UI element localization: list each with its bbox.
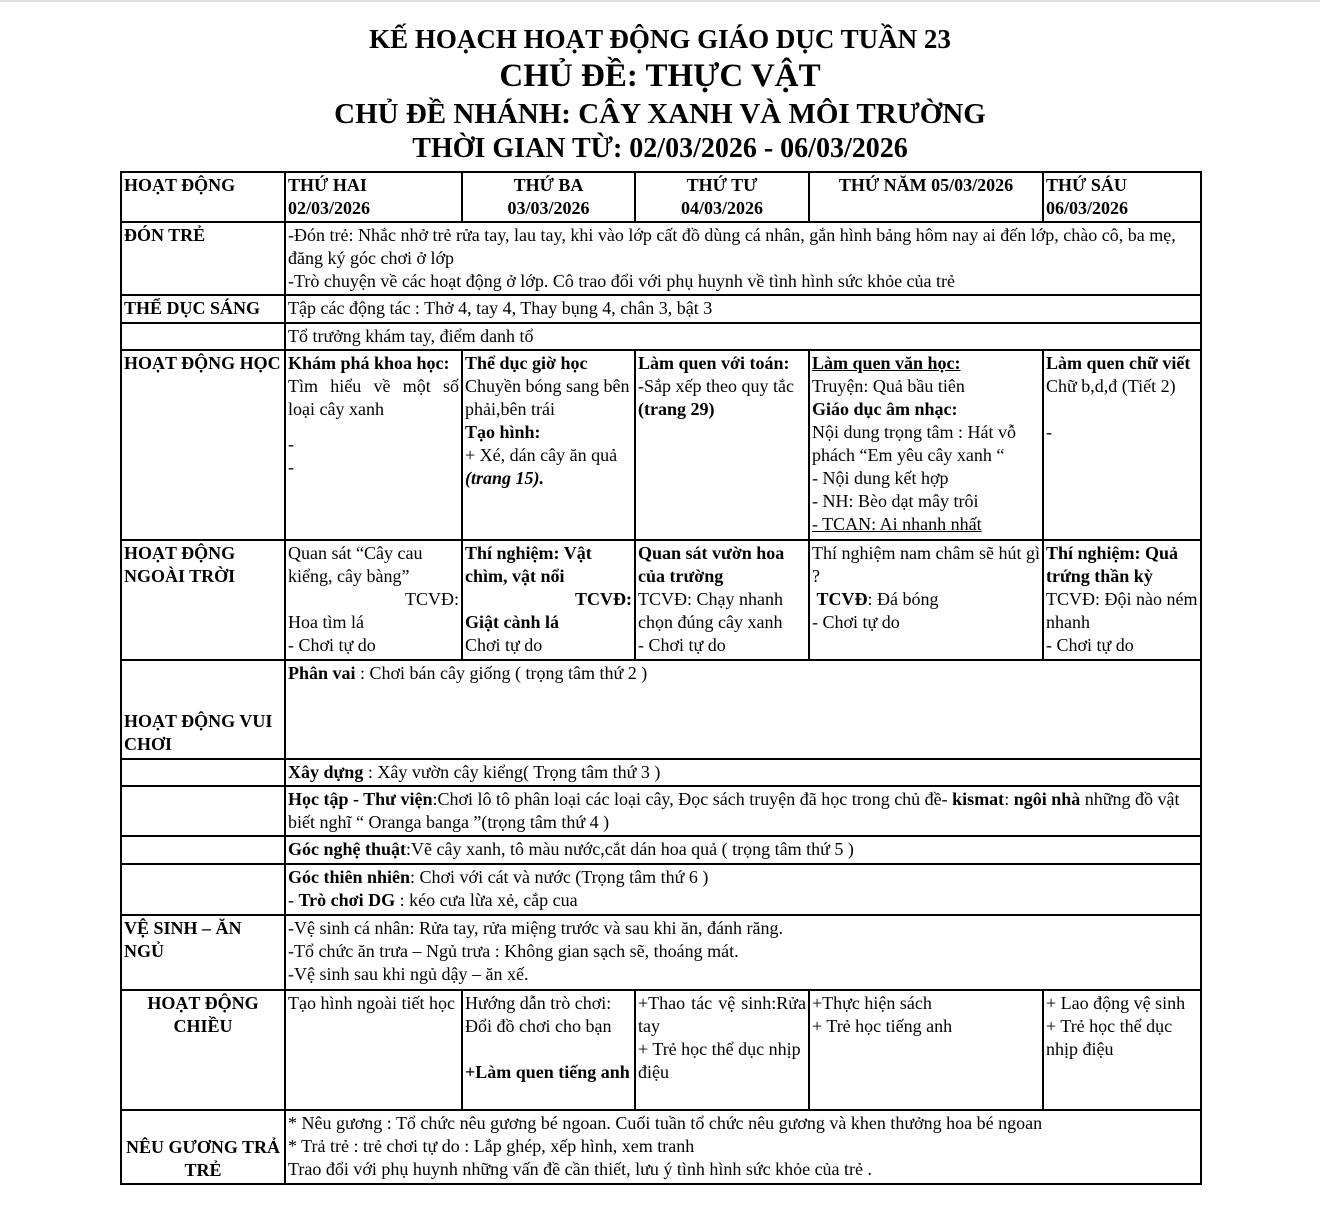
thien-nhien-text: : Chơi với cát và nước (Trọng tâm thứ 6 ) bbox=[410, 867, 709, 887]
ngoai-tuesday-tcvd: TCVĐ: bbox=[575, 589, 632, 609]
top-border bbox=[0, 0, 1320, 2]
header-activity: HOẠT ĐỘNG bbox=[121, 172, 285, 222]
dan-gian-line bbox=[288, 889, 1198, 912]
hoc-tap-text: :Chơi lô tô phân loại các loại cây, Đọc sách truyện đã học trong chủ đề- bbox=[432, 789, 953, 809]
weekly-plan-table bbox=[120, 171, 1202, 1185]
thien-nhien-label-empty bbox=[121, 864, 285, 915]
ngoai-thursday-game: : Đá bóng bbox=[867, 589, 939, 609]
ngoai-monday-line-1: Quan sát “Cây cau kiểng, cây bàng” bbox=[288, 543, 423, 586]
ngoai-friday-title: Thí nghiệm: Quả trứng thần kỳ bbox=[1046, 543, 1179, 586]
ngoai-friday-line-1: TCVĐ: Đội nào ném nhanh bbox=[1046, 589, 1198, 632]
hoc-thursday-item-2: - NH: Bèo dạt mây trôi bbox=[812, 491, 979, 511]
ve-sinh-line-3: -Vệ sinh sau khi ngủ dậy – ăn xế. bbox=[288, 964, 529, 984]
tuesday-date: 03/03/2026 bbox=[507, 198, 590, 218]
hoc-thursday-text: Truyện: Quả bầu tiên bbox=[812, 376, 965, 396]
header-monday bbox=[285, 172, 462, 222]
plan-title: KẾ HOẠCH HOẠT ĐỘNG GIÁO DỤC TUẦN 23 bbox=[369, 24, 951, 54]
hoc-thursday-title: Làm quen văn học: bbox=[812, 353, 961, 373]
thien-nhien-line bbox=[288, 866, 1198, 889]
ngoai-wednesday-line-1: TCVĐ: Chạy nhanh chọn đúng cây xanh bbox=[638, 589, 783, 632]
phan-vai-text: : Chơi bán cây giống ( trọng tâm thứ 2 ) bbox=[355, 663, 648, 683]
ngoai-wednesday-title: Quan sát vườn hoa của trường bbox=[638, 543, 785, 586]
monday-name: THỨ HAI bbox=[288, 175, 367, 195]
hoc-tuesday-page: (trang 15). bbox=[465, 468, 545, 488]
date-range-title: THỜI GIAN TỪ: 02/03/2026 - 06/03/2026 bbox=[412, 133, 908, 164]
xay-dung-label: Xây dựng bbox=[288, 762, 364, 782]
ngoai-tuesday-free: Chơi tự do bbox=[465, 635, 543, 655]
ve-sinh-row bbox=[121, 915, 1201, 990]
don-tre-line-1: -Đón trẻ: Nhắc nhở trẻ rửa tay, lau tay, khi vào lớp cất đồ dùng cá nhân, gắn hình bảng hôm nay ai đến lớp, chào cô, ba mẹ, đăng ký góc chơi ở lớp bbox=[288, 225, 1176, 268]
ngoai-tuesday-game: Giật cành lá bbox=[465, 612, 560, 632]
ve-sinh-line-2: -Tổ chức ăn trưa – Ngủ trưa : Không gian sạch sẽ, thoáng mát. bbox=[288, 941, 739, 961]
chieu-tuesday-line-1: Hướng dẫn trò chơi: Đổi đồ chơi cho bạn bbox=[465, 993, 612, 1036]
the-duc-label: THỂ DỤC SÁNG bbox=[121, 295, 285, 323]
vui-choi-row bbox=[121, 660, 1201, 759]
xay-dung-label-empty bbox=[121, 759, 285, 786]
to-truong-text: Tổ trưởng khám tay, điểm danh tổ bbox=[288, 326, 534, 346]
friday-date: 06/03/2026 bbox=[1046, 198, 1129, 218]
chieu-thursday bbox=[809, 990, 1043, 1110]
hoc-wednesday-text: -Sắp xếp theo quy tắc bbox=[638, 376, 794, 396]
chieu-thursday-line-1: +Thực hiện sách bbox=[812, 993, 932, 1013]
document-header bbox=[0, 22, 1320, 166]
hoc-monday-dash-2: - bbox=[288, 457, 294, 477]
ve-sinh-line-1: -Vệ sinh cá nhân: Rửa tay, rửa miệng trước và sau khi ăn, đánh răng. bbox=[288, 918, 783, 938]
chieu-friday-line-1: + Lao động vệ sinh bbox=[1046, 993, 1186, 1013]
hoc-thursday-item-1: - Nội dung kết hợp bbox=[812, 468, 949, 488]
hoc-wednesday-title: Làm quen với toán: bbox=[638, 353, 790, 373]
xay-dung-content bbox=[285, 759, 1201, 786]
hoc-tuesday-text-2: + Xé, dán cây ăn quả bbox=[465, 445, 618, 465]
ngoai-friday-free: - Chơi tự do bbox=[1046, 635, 1134, 655]
nghe-thuat-label-empty bbox=[121, 836, 285, 864]
the-duc-text: Tập các động tác : Thở 4, tay 4, Thay bụng 4, chân 3, bật 3 bbox=[288, 298, 713, 318]
ngoai-troi-row bbox=[121, 540, 1201, 660]
ngoai-wednesday-free: - Chơi tự do bbox=[638, 635, 726, 655]
hoc-friday bbox=[1043, 350, 1201, 540]
ngoi-nha-label: ngôi nhà bbox=[1013, 789, 1081, 809]
don-tre-row bbox=[121, 222, 1201, 295]
hoc-monday-text: Tìm hiểu về một số loại cây xanh bbox=[288, 376, 459, 419]
vui-choi-label: HOẠT ĐỘNG VUI CHƠI bbox=[121, 660, 285, 759]
chieu-wednesday-line-1: +Thao tác vệ sinh:Rửa tay bbox=[638, 993, 806, 1036]
thien-nhien-row bbox=[121, 864, 1201, 915]
hoc-monday-dash-1: - bbox=[288, 434, 294, 454]
header-row bbox=[121, 172, 1201, 222]
wednesday-date: 04/03/2026 bbox=[680, 198, 763, 218]
chieu-friday bbox=[1043, 990, 1201, 1110]
the-duc-row bbox=[121, 295, 1201, 323]
thursday-name: THỨ NĂM 05/03/2026 bbox=[838, 175, 1014, 195]
chieu-friday-line-2: + Trẻ học thể dục nhịp điệu bbox=[1046, 1016, 1173, 1059]
kismat-label: kismat bbox=[952, 789, 1005, 809]
hoat-dong-hoc-label: HOẠT ĐỘNG HỌC bbox=[121, 350, 285, 540]
hoc-tuesday-title-2: Tạo hình: bbox=[465, 422, 541, 442]
dan-gian-text: : kéo cưa lừa xẻ, cắp cua bbox=[395, 890, 578, 910]
nghe-thuat-row bbox=[121, 836, 1201, 864]
neu-guong-line-2: * Trả trẻ : trẻ chơi tự do : Lắp ghép, xếp hình, xem tranh bbox=[288, 1136, 695, 1156]
xay-dung-row bbox=[121, 759, 1201, 786]
to-truong-content bbox=[285, 323, 1201, 350]
ngoai-tuesday bbox=[462, 540, 635, 660]
chieu-row bbox=[121, 990, 1201, 1110]
ve-sinh-label: VỆ SINH – ĂN NGỦ bbox=[121, 915, 285, 990]
neu-guong-content bbox=[285, 1110, 1201, 1184]
subtheme-title: CHỦ ĐỀ NHÁNH: CÂY XANH VÀ MÔI TRƯỜNG bbox=[334, 98, 986, 130]
to-truong-row bbox=[121, 323, 1201, 350]
ngoai-thursday-tcvd-line bbox=[812, 588, 1040, 611]
dan-gian-label: Trò chơi DG bbox=[298, 890, 396, 910]
hoat-dong-hoc-row bbox=[121, 350, 1201, 540]
don-tre-label: ĐÓN TRẺ bbox=[121, 222, 285, 295]
hoc-thursday-text-2: Nội dung trọng tâm : Hát vỗ phách “Em yêu cây xanh “ bbox=[812, 422, 1016, 465]
ngoai-thursday-free: - Chơi tự do bbox=[812, 612, 900, 632]
hoc-wednesday bbox=[635, 350, 809, 540]
monday-date: 02/03/2026 bbox=[288, 198, 371, 218]
ngoai-monday bbox=[285, 540, 462, 660]
hoc-tuesday-title: Thể dục giờ học bbox=[465, 353, 588, 373]
ngoai-troi-label: HOẠT ĐỘNG NGOÀI TRỜI bbox=[121, 540, 285, 660]
hoc-tuesday bbox=[462, 350, 635, 540]
hoc-tap-label: Học tập - Thư viện bbox=[288, 789, 433, 809]
ngoai-tuesday-title: Thí nghiệm: Vật chìm, vật nổi bbox=[465, 543, 592, 586]
don-tre-line-2: -Trò chuyện về các hoạt động ở lớp. Cô trao đổi với phụ huynh về tình hình sức khỏe của trẻ bbox=[288, 271, 956, 291]
wednesday-name: THỨ TƯ bbox=[686, 175, 758, 195]
chieu-thursday-line-2: + Trẻ học tiếng anh bbox=[812, 1016, 953, 1036]
chieu-tuesday-line-2: +Làm quen tiếng anh bbox=[465, 1062, 630, 1082]
hoc-friday-dash: - bbox=[1046, 422, 1052, 442]
ngoai-monday-free: - Chơi tự do bbox=[288, 635, 376, 655]
hoc-wednesday-page: (trang 29) bbox=[638, 399, 715, 419]
ngoai-monday-tcvd: TCVĐ: bbox=[405, 589, 459, 609]
header-friday bbox=[1043, 172, 1201, 222]
hoc-thursday-item-3: - TCAN: Ai nhanh nhất bbox=[812, 514, 982, 534]
ngoai-thursday-tcvd: TCVĐ bbox=[816, 589, 868, 609]
header-tuesday bbox=[462, 172, 635, 222]
header-wednesday bbox=[635, 172, 809, 222]
neu-guong-label: NÊU GƯƠNG TRẢ TRẺ bbox=[121, 1110, 285, 1184]
header-thursday bbox=[809, 172, 1043, 222]
theme-title: CHỦ ĐỀ: THỰC VẬT bbox=[499, 58, 821, 94]
thien-nhien-label: Góc thiên nhiên bbox=[288, 867, 411, 887]
neu-guong-line-1: * Nêu gương : Tổ chức nêu gương bé ngoan. Cuối tuần tổ chức nêu gương và khen thưởng hoa bé ngoan bbox=[288, 1113, 1043, 1133]
hoc-tap-content bbox=[285, 786, 1201, 836]
chieu-wednesday-line-2: + Trẻ học thể dục nhịp điệu bbox=[638, 1039, 801, 1082]
hoc-tuesday-text: Chuyền bóng sang bên phải,bên trái bbox=[465, 376, 630, 419]
ngoai-friday bbox=[1043, 540, 1201, 660]
hoc-tap-label-empty bbox=[121, 786, 285, 836]
hoc-friday-title: Làm quen chữ viết bbox=[1046, 353, 1191, 373]
nghe-thuat-content bbox=[285, 836, 1201, 864]
the-duc-content bbox=[285, 295, 1201, 323]
hoc-tuesday-text-2-wrap bbox=[465, 444, 632, 490]
hoc-thursday bbox=[809, 350, 1043, 540]
xay-dung-text: : Xây vườn cây kiểng( Trọng tâm thứ 3 ) bbox=[363, 762, 661, 782]
thien-nhien-content bbox=[285, 864, 1201, 915]
chieu-wednesday bbox=[635, 990, 809, 1110]
phan-vai-content bbox=[285, 660, 1201, 759]
hoc-monday bbox=[285, 350, 462, 540]
ngoai-wednesday bbox=[635, 540, 809, 660]
hoc-friday-text: Chữ b,d,đ (Tiết 2) bbox=[1046, 376, 1176, 396]
chieu-tuesday bbox=[462, 990, 635, 1110]
chieu-monday bbox=[285, 990, 462, 1110]
nghe-thuat-label: Góc nghệ thuật bbox=[288, 839, 407, 859]
chieu-monday-text: Tạo hình ngoài tiết học bbox=[288, 993, 455, 1013]
hoc-tap-end: những đồ vật biết nghĩ “ Oranga banga ”(trọng tâm thứ 4 ) bbox=[288, 789, 1180, 832]
dan-gian-prefix: - bbox=[288, 890, 299, 910]
neu-guong-line-3: Trao đổi với phụ huynh những vấn đề cần thiết, lưu ý tình hình sức khỏe của trẻ . bbox=[288, 1159, 873, 1179]
ngoai-monday-game: Hoa tìm lá bbox=[288, 612, 364, 632]
neu-guong-row bbox=[121, 1110, 1201, 1184]
ve-sinh-content bbox=[285, 915, 1201, 990]
chieu-label: HOẠT ĐỘNG CHIỀU bbox=[121, 990, 285, 1110]
ngoai-thursday bbox=[809, 540, 1043, 660]
kismat-sep: : bbox=[1004, 789, 1014, 809]
nghe-thuat-text: :Vẽ cây xanh, tô màu nước,cắt dán hoa quả ( trọng tâm thứ 5 ) bbox=[406, 839, 854, 859]
phan-vai-label: Phân vai bbox=[288, 663, 356, 683]
hoc-thursday-title-2: Giáo dục âm nhạc: bbox=[812, 399, 958, 419]
tuesday-name: THỨ BA bbox=[513, 175, 584, 195]
hoc-monday-title: Khám phá khoa học: bbox=[288, 353, 450, 373]
ngoai-thursday-line-1: Thí nghiệm nam châm sẽ hút gì ? bbox=[812, 543, 1040, 586]
friday-name: THỨ SÁU bbox=[1046, 175, 1127, 195]
don-tre-content bbox=[285, 222, 1201, 295]
hoc-tap-row bbox=[121, 786, 1201, 836]
to-truong-label-empty bbox=[121, 323, 285, 350]
